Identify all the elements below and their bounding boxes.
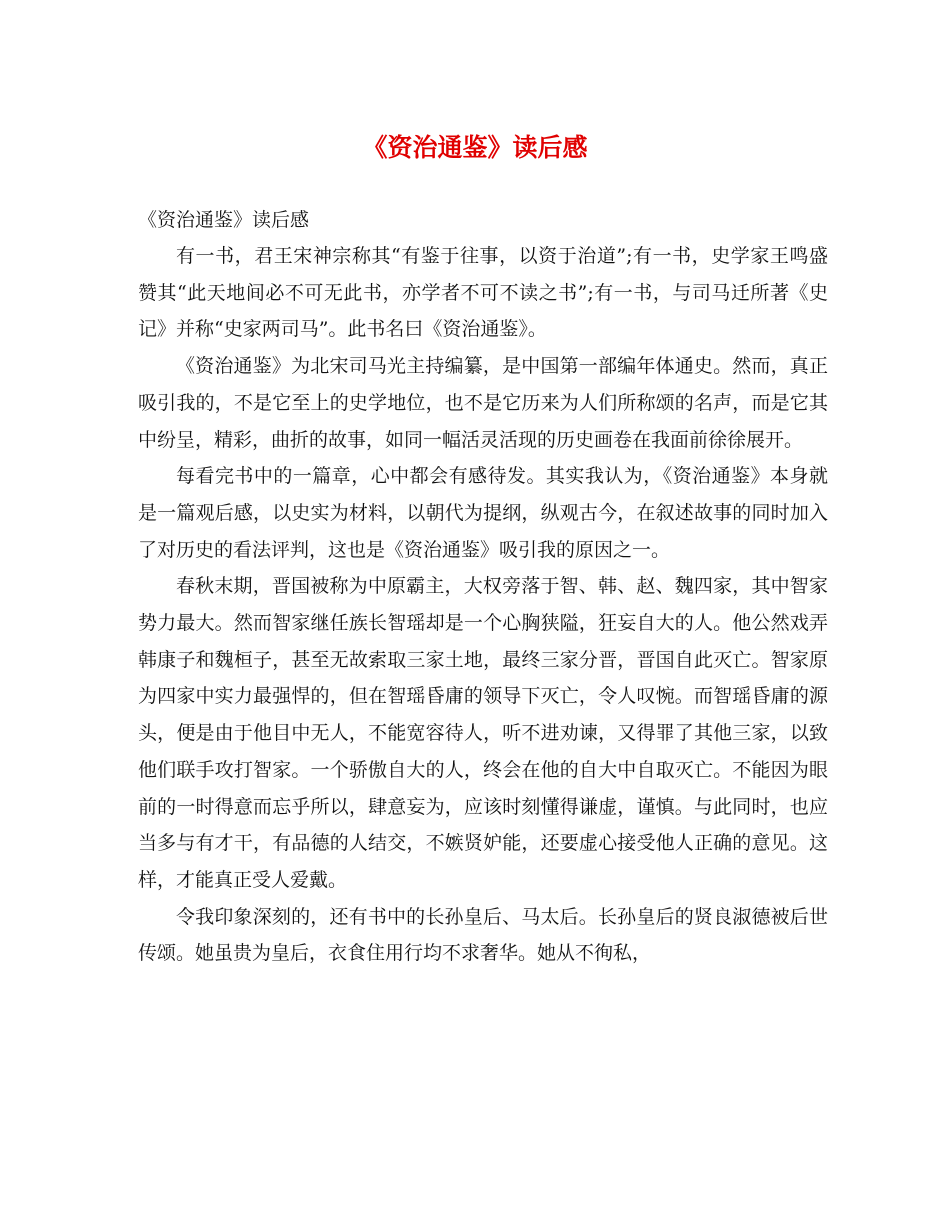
- paragraph-4: 春秋末期，晋国被称为中原霸主，大权旁落于智、韩、赵、魏四家，其中智家势力最大。然而智家继任族长智瑶却是一个心胸狭隘，狂妄自大的人。他公然戏弄韩康子和魏桓子，甚至无故索取三家土地，最终三家分晋，晋国自此灭亡。智家原为四家中实力最强悍的，但在智瑶昏庸的领导下灭亡，令人叹惋。而智瑶昏庸的源头，便是由于他目中无人，不能宽容待人，听不进劝谏，又得罪了其他三家，以致他们联手攻打智家。一个骄傲自大的人，终会在他的自大中自取灭亡。不能因为眼前的一时得意而忘乎所以，肆意妄为，应该时刻懂得谦虚，谨慎。与此同时，也应当多与有才干，有品德的人结交，不嫉贤妒能，还要虚心接受他人正确的意见。这样，才能真正受人爱戴。: [138, 575, 828, 891]
- document-subtitle: 《资治通鉴》读后感: [138, 209, 310, 231]
- document-title: 《资治通鉴》读后感: [362, 133, 588, 162]
- document-body: [138, 202, 828, 972]
- paragraph-3: 每看完书中的一篇章，心中都会有感待发。其实我认为，《资治通鉴》本身就是一篇观后感，以史实为材料，以朝代为提纲，纵观古今，在叙述故事的同时加入了对历史的看法评判，这也是《资治通鉴》吸引我的原因之一。: [138, 465, 828, 561]
- paragraph-2: 《资治通鉴》为北宋司马光主持编纂，是中国第一部编年体通史。然而，真正吸引我的，不是它至上的史学地位，也不是它历来为人们所称颂的名声，而是它其中纷呈，精彩，曲折的故事，如同一幅活灵活现的历史画卷在我面前徐徐展开。: [138, 355, 828, 451]
- paragraph-1: 有一书，君王宋神宗称其“有鉴于往事，以资于治道”;有一书，史学家王鸣盛赞其“此天地间必不可无此书，亦学者不可不读之书”;有一书，与司马迁所著《史记》并称“史家两司马”。此书名曰《资治通鉴》。: [138, 245, 828, 341]
- paragraph-5: 令我印象深刻的，还有书中的长孙皇后、马太后。长孙皇后的贤良淑德被后世传颂。她虽贵为皇后，衣食住用行均不求奢华。她从不徇私，: [138, 905, 828, 965]
